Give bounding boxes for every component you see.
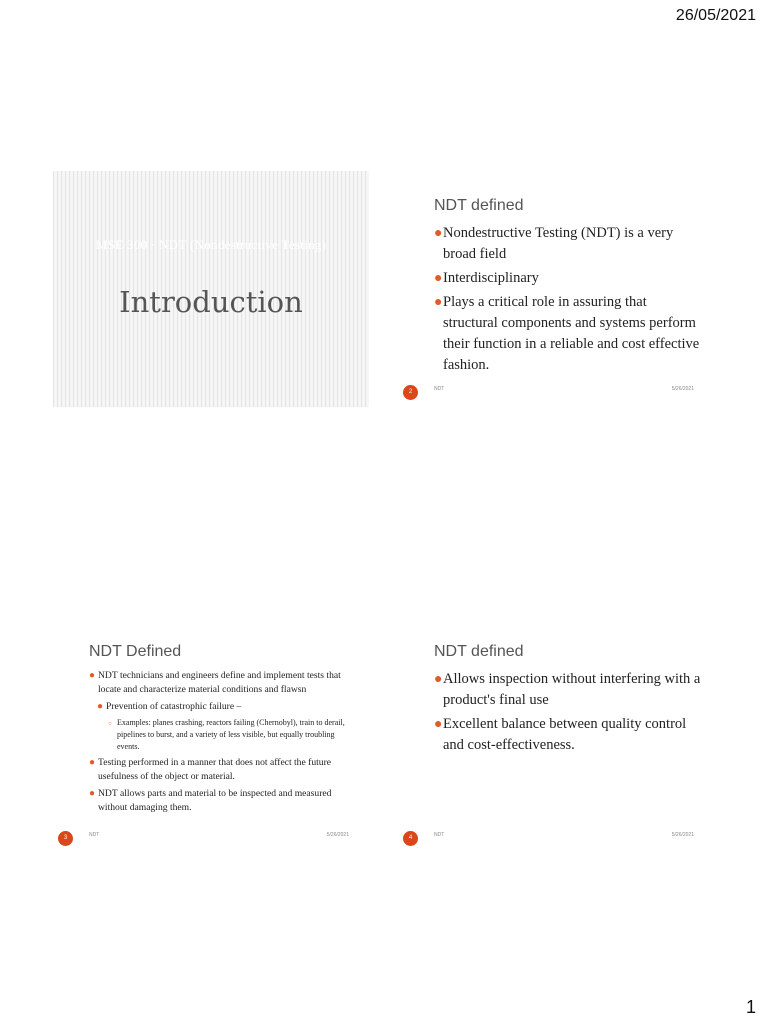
bullet-list [434,669,702,759]
bullet-list [434,223,702,379]
page-number: 1 [745,997,756,1017]
slide-footer-date: 5/26/2021 [671,832,694,838]
slide-footer-label: NDT [89,832,100,838]
bullet-icon: ● [434,271,443,286]
bullet-icon: ● [434,672,443,687]
list-item: ● Interdisciplinary [434,268,702,289]
slide-number-badge: 2 [403,385,418,400]
slide-title: Introduction [119,285,303,319]
list-item: ○ Examples: planes crashing, reactors failing (Chernobyl), train to derail, pipelines to burst, and a variety of less visible, but equally troubling events. [108,718,345,751]
list-item: ● Testing performed in a manner that does not affect the future usefulness of the object or material. [89,757,332,782]
slide-number-badge: 4 [403,831,418,846]
bullet-icon: ● [89,788,96,799]
list-item: ● Allows inspection without interfering with a product's final use [434,671,701,708]
list-item: ● NDT technicians and engineers define and implement tests that locate and characterize material conditions and flawsn [89,670,341,695]
slide-subtitle: MSE 300 · NDT (Nondestructive Testing) [95,237,327,252]
bullet-icon: ● [434,295,443,310]
list-item: ● Nondestructive Testing (NDT) is a very broad field [434,225,674,262]
slide-footer-date: 5/26/2021 [671,386,694,392]
slide-thumbnail-1 [53,171,369,407]
bullet-icon: ○ [108,721,112,727]
list-item: ● Excellent balance between quality control and cost-effectiveness. [434,716,687,753]
bullet-icon: ● [97,701,104,712]
slide-thumbnail-3 [53,617,369,853]
bullet-icon: ● [434,717,443,732]
slide-footer-label: NDT [434,832,445,838]
bullet-icon: ● [89,670,96,681]
slide-thumbnail-4 [398,617,714,853]
list-item: ● Plays a critical role in assuring that structural components and systems perform their function in a reliable and cost effective fashion. [434,294,700,373]
slide-thumbnail-2 [398,171,714,407]
bullet-list [89,669,357,818]
slide-title: NDT defined [434,643,524,660]
slide-footer-label: NDT [434,386,445,392]
slide-title: NDT defined [434,197,524,214]
list-item: ● Prevention of catastrophic failure – [97,701,242,712]
slide-title: NDT Defined [89,643,182,660]
bullet-icon: ● [434,226,443,241]
list-item: ● NDT allows parts and material to be inspected and measured without damaging them. [89,788,332,813]
slide-footer-date: 5/26/2021 [326,832,349,838]
slide-number-badge: 3 [58,831,73,846]
bullet-icon: ● [89,757,96,768]
page-date: 26/05/2021 [675,7,756,24]
